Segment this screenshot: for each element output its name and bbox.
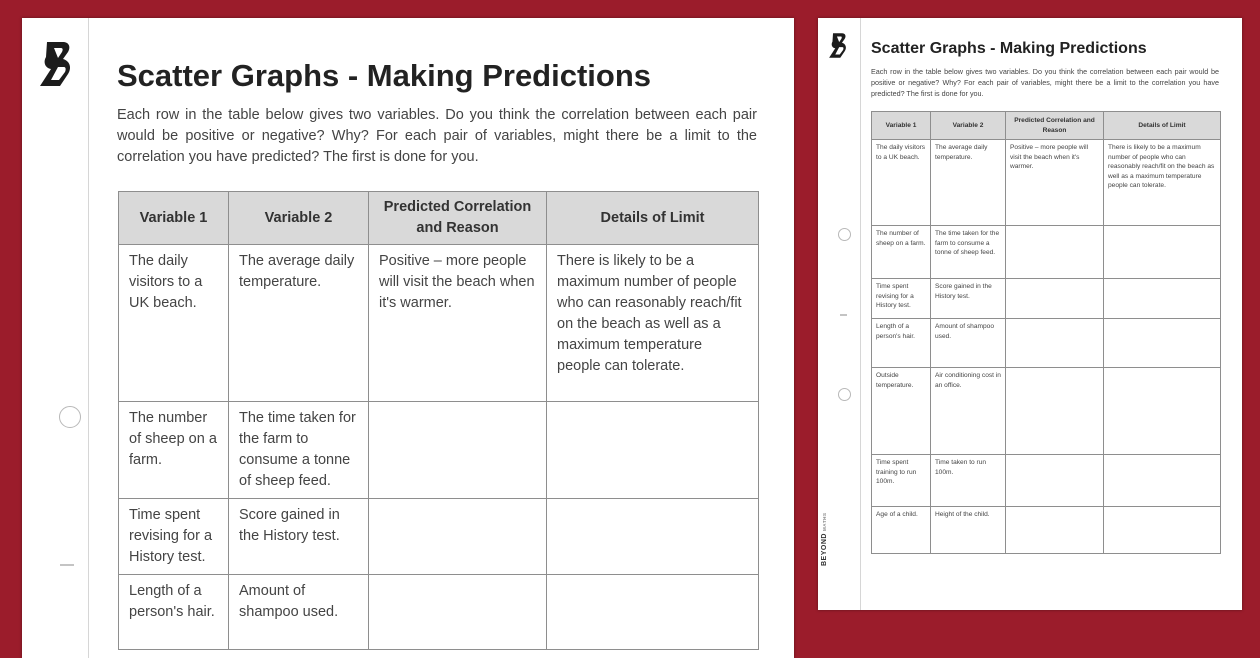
- worksheet-page-large: [22, 18, 794, 658]
- table-row: [119, 575, 759, 650]
- variable-1-cell: Time spent training to run 100m.: [872, 455, 931, 507]
- column-header-variable-2: Variable 2: [229, 192, 369, 245]
- beyond-logo-icon: [828, 32, 847, 59]
- predicted-correlation-cell[interactable]: [1006, 226, 1104, 279]
- predicted-correlation-cell[interactable]: [369, 402, 547, 499]
- variable-2-cell: Amount of shampoo used.: [229, 575, 369, 650]
- predicted-correlation-cell[interactable]: [1006, 455, 1104, 507]
- variable-1-cell: Age of a child.: [872, 507, 931, 554]
- variable-2-cell: The average daily temperature.: [229, 245, 369, 402]
- table-row: [872, 279, 1221, 319]
- variable-1-cell: Time spent revising for a History test.: [872, 279, 931, 319]
- column-header-variable-1: Variable 1: [119, 192, 229, 245]
- limit-details-cell: There is likely to be a maximum number of people who can reasonably reach/fit on the beach as well as a maximum temperature people can tolerate.: [1104, 140, 1221, 226]
- variable-1-cell: The number of sheep on a farm.: [119, 402, 229, 499]
- variable-1-cell: The number of sheep on a farm.: [872, 226, 931, 279]
- column-header-details-of-limit: Details of Limit: [1104, 112, 1221, 140]
- predicted-correlation-cell[interactable]: [1006, 368, 1104, 455]
- predicted-correlation-cell[interactable]: [1006, 507, 1104, 554]
- variable-2-cell: Time taken to run 100m.: [931, 455, 1006, 507]
- table-row: [872, 368, 1221, 455]
- variable-1-cell: The daily visitors to a UK beach.: [119, 245, 229, 402]
- variable-1-cell: Length of a person's hair.: [872, 319, 931, 368]
- predicted-correlation-cell[interactable]: [369, 575, 547, 650]
- column-header-predicted-correlation: Predicted Correlation and Reason: [1006, 112, 1104, 140]
- table-header-row: [119, 192, 759, 245]
- limit-details-cell: There is likely to be a maximum number of people who can reasonably reach/fit on the beach as well as a maximum temperature people can tolerate.: [547, 245, 759, 402]
- limit-details-cell[interactable]: [1104, 319, 1221, 368]
- predicted-correlation-cell: Positive – more people will visit the beach when it's warmer.: [369, 245, 547, 402]
- margin-line: [860, 18, 861, 610]
- variables-table: [118, 191, 759, 650]
- variable-2-cell: The time taken for the farm to consume a tonne of sheep feed.: [229, 402, 369, 499]
- punch-hole-icon: [59, 406, 81, 428]
- fold-mark: [60, 564, 74, 566]
- table-row: [872, 140, 1221, 226]
- limit-details-cell[interactable]: [547, 575, 759, 650]
- variables-table: [871, 111, 1221, 554]
- table-row: [872, 455, 1221, 507]
- variable-2-cell: Score gained in the History test.: [229, 499, 369, 575]
- column-header-variable-1: Variable 1: [872, 112, 931, 140]
- fold-mark: [840, 314, 847, 316]
- column-header-variable-2: Variable 2: [931, 112, 1006, 140]
- variable-2-cell: The time taken for the farm to consume a tonne of sheep feed.: [931, 226, 1006, 279]
- limit-details-cell[interactable]: [1104, 279, 1221, 319]
- limit-details-cell[interactable]: [547, 499, 759, 575]
- predicted-correlation-cell[interactable]: [369, 499, 547, 575]
- margin-line: [88, 18, 89, 658]
- worksheet-title: Scatter Graphs - Making Predictions: [871, 40, 1147, 57]
- table-row: [872, 319, 1221, 368]
- limit-details-cell[interactable]: [1104, 507, 1221, 554]
- variable-2-cell: Amount of shampoo used.: [931, 319, 1006, 368]
- predicted-correlation-cell[interactable]: [1006, 319, 1104, 368]
- worksheet-title: Scatter Graphs - Making Predictions: [117, 58, 652, 93]
- variable-1-cell: Outside temperature.: [872, 368, 931, 455]
- limit-details-cell[interactable]: [1104, 455, 1221, 507]
- beyond-logo-icon: [38, 40, 72, 88]
- variable-1-cell: Length of a person's hair.: [119, 575, 229, 650]
- brand-footer: [821, 512, 828, 566]
- limit-details-cell[interactable]: [547, 402, 759, 499]
- table-row: [119, 402, 759, 499]
- worksheet-page-small: [818, 18, 1242, 610]
- variable-2-cell: Score gained in the History test.: [931, 279, 1006, 319]
- table-header-row: [872, 112, 1221, 140]
- punch-hole-icon: [838, 228, 851, 241]
- limit-details-cell[interactable]: [1104, 368, 1221, 455]
- variable-2-cell: The average daily temperature.: [931, 140, 1006, 226]
- brand-tagline: MATHS: [822, 512, 827, 532]
- variable-1-cell: The daily visitors to a UK beach.: [872, 140, 931, 226]
- predicted-correlation-cell[interactable]: [1006, 279, 1104, 319]
- variable-2-cell: Air conditioning cost in an office.: [931, 368, 1006, 455]
- predicted-correlation-cell: Positive – more people will visit the beach when it's warmer.: [1006, 140, 1104, 226]
- variable-2-cell: Height of the child.: [931, 507, 1006, 554]
- worksheet-instructions: Each row in the table below gives two variables. Do you think the correlation between each pair would be positive or negative? Why? For each pair of variables, might there be a limit to the correlation you have predicted? The first is done for you.: [117, 107, 757, 165]
- table-row: [119, 499, 759, 575]
- brand-name: BEYOND: [821, 533, 828, 566]
- table-row: [872, 226, 1221, 279]
- variable-1-cell: Time spent revising for a History test.: [119, 499, 229, 575]
- worksheet-instructions: Each row in the table below gives two variables. Do you think the correlation between each pair would be positive or negative? Why? For each pair of variables, might there be a limit to the correlation you have predicted? The first is done for you.: [871, 67, 1219, 98]
- column-header-details-of-limit: Details of Limit: [547, 192, 759, 245]
- limit-details-cell[interactable]: [1104, 226, 1221, 279]
- column-header-predicted-correlation: Predicted Correlation and Reason: [369, 192, 547, 245]
- table-row: [872, 507, 1221, 554]
- punch-hole-icon: [838, 388, 851, 401]
- table-row: [119, 245, 759, 402]
